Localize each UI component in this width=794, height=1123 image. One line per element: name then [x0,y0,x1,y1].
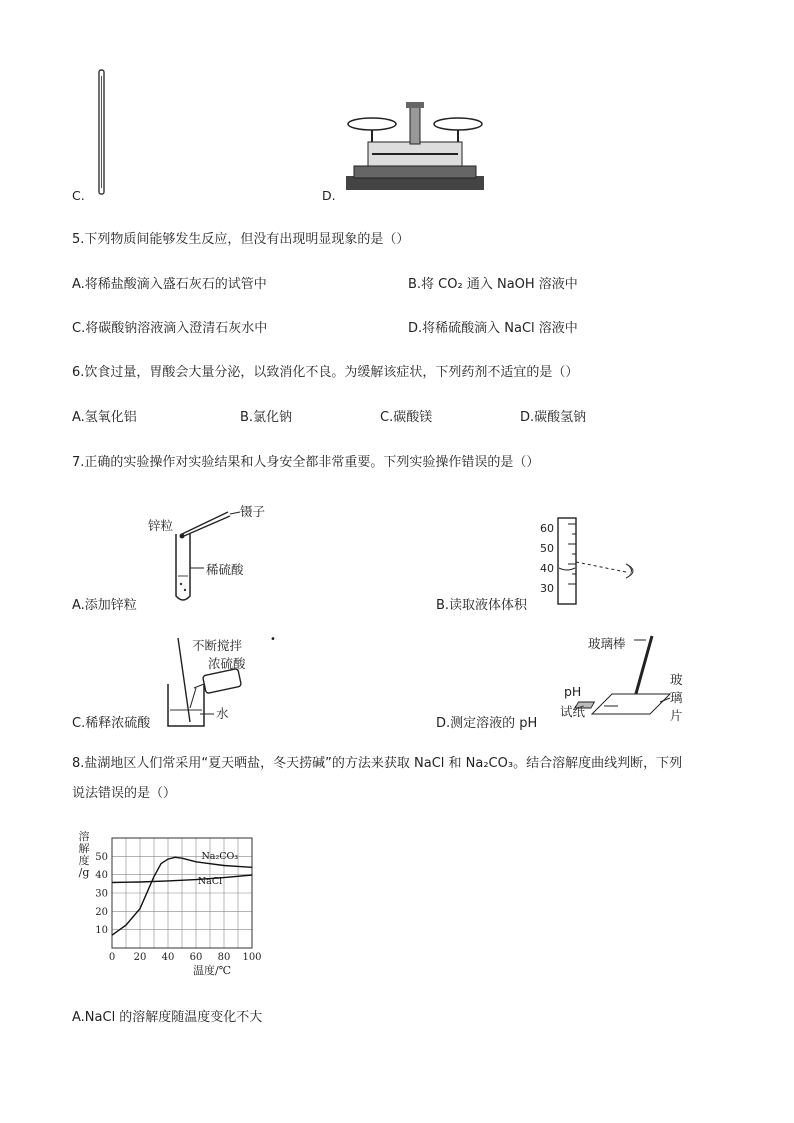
glass-rod-label: 玻璃棒 [588,636,626,651]
measuring-cylinder-figure [536,514,656,606]
x-tick-label: 40 [161,952,175,963]
q7-figure-a [140,498,290,608]
stir-label: 不断搅拌 [192,638,243,653]
dilute-acid-label: 稀硫酸 [206,562,244,577]
q7-option-a: A.添加锌粒 [72,598,137,613]
series-label-na2co3: Na₂CO₃ [201,850,239,862]
y-axis-label: /g [78,866,90,879]
concentrated-acid-label: 浓硫酸 [208,656,246,671]
q7-option-c: C.稀释浓硫酸 [72,716,151,731]
q7-figure-d [560,630,700,722]
tick-30: 30 [540,582,554,595]
q6-option-a: A.氢氧化铝 [72,410,137,425]
q7-option-d: D.测定溶液的 pH [436,716,538,731]
q8-option-a: A.NaCl 的溶解度随温度变化不大 [72,1010,263,1025]
q6-option-c: C.碳酸镁 [380,410,433,425]
y-tick-label: 10 [95,925,108,937]
q4-figure-c [72,66,132,206]
q7-figure-b [536,514,656,606]
balance-scale-figure [340,98,490,196]
tick-50: 50 [540,542,554,555]
y-axis-label: 度 [78,854,90,867]
q6-stem: 6.饮食过量，胃酸会大量分泌，以致消化不良。为缓解该症状，下列药剂不适宜的是（） [72,365,579,380]
ph-label: pH [564,684,582,699]
x-tick-label: 60 [189,952,203,963]
glass-plate-label-1: 玻 [670,672,683,687]
x-tick-label: 100 [242,952,262,963]
x-axis-label: 温度/℃ [192,964,232,976]
q5-option-a: A.将稀盐酸滴入盛石灰石的试管中 [72,277,267,292]
glass-plate-label-3: 片 [670,708,683,723]
q6-option-b: B.氯化钠 [240,410,293,425]
stray-dot: • [270,634,276,645]
y-tick-label: 50 [95,851,108,863]
q7-option-b: B.读取液体体积 [436,598,528,613]
q8-stem-line2: 说法错误的是（） [72,786,177,801]
y-tick-label: 30 [95,888,108,900]
y-tick-label: 40 [95,870,108,882]
q5-stem: 5.下列物质间能够发生反应，但没有出现明显现象的是（） [72,232,410,247]
q5-option-d: D.将稀硫酸滴入 NaCl 溶液中 [408,321,578,336]
x-tick-label: 20 [133,952,147,963]
q6-option-d: D.碳酸氢钠 [520,410,587,425]
water-label: 水 [216,706,229,721]
series-label-nacl: NaCl [197,875,223,887]
test-tube-tweezers-figure [140,498,290,608]
q5-option-b: B.将 CO₂ 通入 NaOH 溶液中 [408,277,578,292]
tick-40: 40 [540,562,554,575]
x-tick-label: 80 [217,952,231,963]
thermometer-figure [72,66,132,206]
x-tick-label: 0 [108,952,116,963]
y-tick-label: 20 [95,906,108,918]
q8-stem-line1: 8.盐湖地区人们常采用“夏天晒盐，冬天捞碱”的方法来获取 NaCl 和 Na₂CO₃。结合溶解度曲线判断，下列 [72,756,683,771]
tweezers-label: 镊子 [240,504,266,519]
q4-option-d-label: D. [322,188,336,203]
test-paper-label: 试纸 [560,704,586,719]
q4-figure-d [340,98,490,196]
solubility-chart [72,824,272,976]
glass-plate-label-2: 璃 [670,690,683,705]
q7-stem: 7.正确的实验操作对实验结果和人身安全都非常重要。下列实验操作错误的是（） [72,455,540,470]
y-axis-label: 解 [78,842,90,855]
solubility-chart-svg [72,824,272,976]
zinc-label: 锌粒 [148,518,174,533]
q4-option-c-label: C. [72,188,85,203]
tick-60: 60 [540,522,554,535]
y-axis-label: 溶 [78,830,90,843]
q5-option-c: C.将碳酸钠溶液滴入澄清石灰水中 [72,321,268,336]
q7-figure-c [160,634,290,730]
